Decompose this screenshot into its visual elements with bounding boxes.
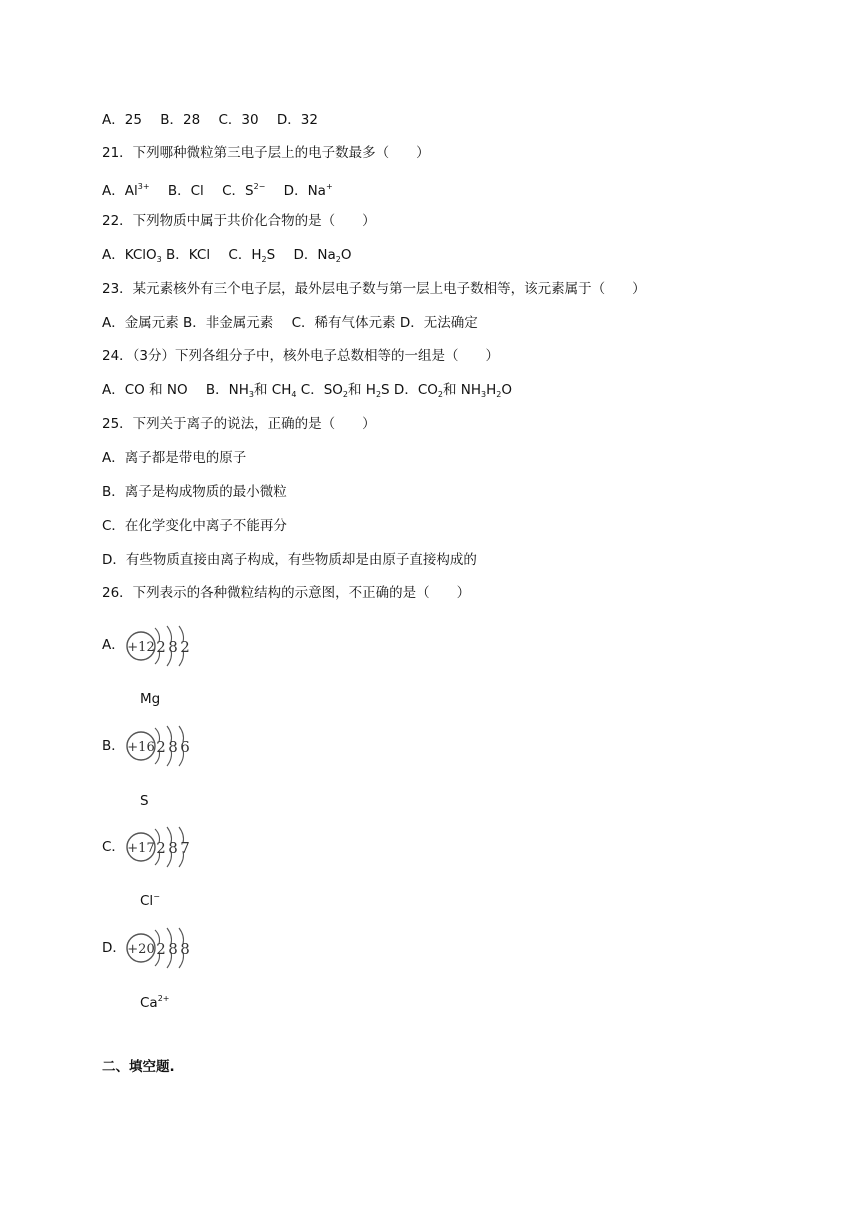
q21-option-c: C．$S^{2-}$ — [222, 182, 266, 199]
q21-stem: 21．下列哪种微粒第三电子层上的电子数最多（ ） — [102, 145, 430, 161]
q22-option-c: C．$H_2S$ — [228, 247, 276, 264]
nucleus-charge: +16 — [127, 740, 155, 755]
shell-2-count: 8 — [168, 839, 178, 857]
shell-1-count: 2 — [156, 940, 166, 958]
shell-2-count: 8 — [168, 940, 178, 958]
section-title: 二、填空题. — [102, 1059, 175, 1075]
q25-option-a: A．离子都是带电的原子 — [102, 450, 247, 466]
q26-diagram-d — [124, 924, 194, 972]
q23-option-b: B．非金属元素 — [183, 315, 274, 331]
shell-1-count: 2 — [156, 738, 166, 756]
q26-diagram-c — [124, 823, 194, 871]
q23-option-c: C．稀有气体元素 — [291, 315, 396, 331]
q20-options — [102, 111, 318, 129]
shell-1-count: 2 — [156, 839, 166, 857]
q23-stem: 23．某元素核外有三个电子层，最外层电子数与第一层上电子数相等，该元素属于（ ） — [102, 281, 646, 297]
q24-stem: 24．（3分）下列各组分子中，核外电子总数相等的一组是（ ） — [102, 348, 500, 364]
shell-1-count: 2 — [156, 638, 166, 656]
shell-3-count: 2 — [180, 638, 190, 656]
q25-option-d: D．有些物质直接由离子构成，有些物质却是由原子直接构成的 — [102, 552, 477, 568]
q24-options — [102, 381, 512, 404]
q22-option-a: A．KClO$_3$ — [102, 247, 162, 264]
nucleus-charge: +20 — [127, 942, 155, 957]
q23-option-a: A．金属元素 — [102, 315, 179, 331]
q26-caption-d: $Ca^{2+}$ — [140, 994, 170, 1011]
q22-options — [102, 246, 351, 269]
q22-stem: 22．下列物质中属于共价化合物的是（ ） — [102, 213, 376, 229]
q26-caption-c: Cl− — [140, 892, 160, 909]
q26-option-c-label: C． — [102, 839, 125, 855]
q21-option-a: A．$Al^{3+}$ — [102, 182, 150, 199]
shell-3-count: 6 — [180, 738, 190, 756]
q26-caption-b: S — [140, 793, 149, 809]
q24-option-c: C．$SO_2$和 $H_2S$ — [300, 382, 390, 399]
q26-diagram-a — [124, 622, 194, 670]
q21-option-d: D．Na+ — [283, 182, 333, 199]
q20-option-c: C．30 — [218, 112, 259, 128]
q21-option-b: B．Cl — [167, 183, 204, 199]
q26-option-a-label: A． — [102, 637, 125, 653]
nucleus-charge: +17 — [127, 841, 155, 856]
q26-stem: 26．下列表示的各种微粒结构的示意图，不正确的是（ ） — [102, 585, 471, 601]
q26-diagram-b — [124, 722, 194, 770]
q24-option-b: B．$NH_3$和 $CH_4$ — [205, 382, 297, 399]
q25-option-c: C．在化学变化中离子不能再分 — [102, 518, 287, 534]
q23-option-d: D．无法确定 — [399, 315, 478, 331]
q20-option-d: D．32 — [276, 112, 318, 128]
shell-3-count: 7 — [180, 839, 190, 857]
q26-caption-a: Mg — [140, 691, 161, 707]
q22-option-d: D．$Na_2O$ — [293, 247, 352, 264]
q24-option-d: D．$CO_2$和 $NH_3H_2O$ — [393, 382, 512, 399]
q24-option-a: A．CO 和 NO — [102, 382, 188, 398]
q25-option-b: B．离子是构成物质的最小微粒 — [102, 484, 287, 500]
shell-2-count: 8 — [168, 638, 178, 656]
q26-option-b-label: B． — [102, 738, 125, 754]
q20-option-a: A．25 — [102, 112, 142, 128]
q26-option-d-label: D． — [102, 940, 126, 956]
nucleus-charge: +12 — [127, 640, 155, 655]
q23-options — [102, 314, 478, 332]
q20-option-b: B．28 — [160, 112, 201, 128]
q22-option-b: B．KCl — [166, 247, 211, 263]
shell-3-count: 8 — [180, 940, 190, 958]
q21-options — [102, 178, 333, 200]
shell-2-count: 8 — [168, 738, 178, 756]
q25-stem: 25．下列关于离子的说法，正确的是（ ） — [102, 416, 376, 432]
